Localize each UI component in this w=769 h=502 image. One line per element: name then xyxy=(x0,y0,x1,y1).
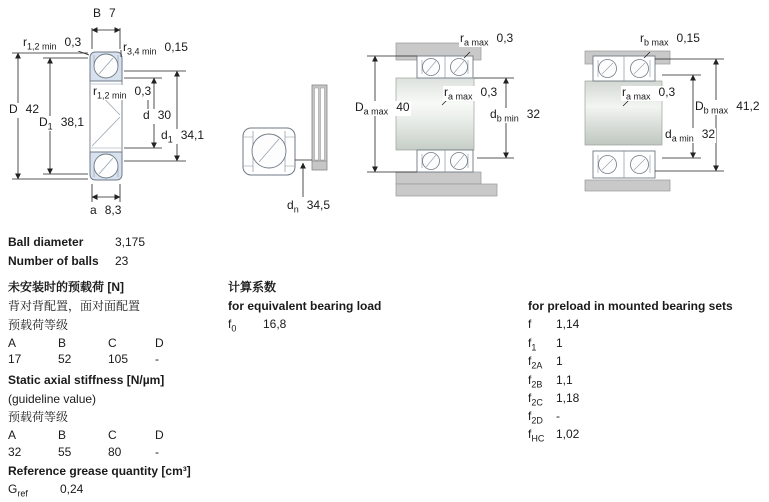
bearing-unit-top xyxy=(593,56,655,81)
dim-label-dn: $d_n$ 34,5 xyxy=(287,198,331,215)
bearing-unit-bottom xyxy=(417,150,473,172)
dim-label-d1: $d_1$ 34,1 xyxy=(161,128,205,145)
spacer-sleeve xyxy=(312,85,327,170)
preload-table-values: 17 52 105 - xyxy=(8,352,159,366)
factor-row-f0: $f_0$ 16,8 xyxy=(228,317,287,334)
dim-label-db-min: $d_{b min}$ 32 xyxy=(490,107,541,124)
dim-label-ra-max-inner-left: $r_{a max}$ 0,3 xyxy=(444,85,498,102)
dim-label-da-min: $d_{a min}$ 32 xyxy=(665,127,716,144)
factor-row-f1: $f_1$ 1 xyxy=(528,336,563,353)
number-of-balls-label: Number of balls xyxy=(8,254,99,268)
stiffness-table-values: 32 55 80 - xyxy=(8,445,159,459)
equivalent-load-heading: for equivalent bearing load xyxy=(228,299,382,313)
dim-label-B: B 7 xyxy=(92,7,117,22)
dim-label-D1: $D_1$ 38,1 xyxy=(39,115,85,132)
ball-diameter-value: 3,175 xyxy=(115,235,146,249)
number-of-balls-value: 23 xyxy=(115,254,129,268)
bearing-body xyxy=(243,128,295,175)
preload-arrangement-note: 背对背配置，面对面配置 xyxy=(8,299,141,313)
dim-label-ra-max-inner-right: $r_{a max}$ 0,3 xyxy=(622,85,676,102)
grease-row: $G_{ref}$ 0,24 xyxy=(8,482,84,499)
stiffness-guideline-note: (guideline value) xyxy=(8,392,97,406)
dim-label-Da-max: $D_{a max}$ 40 xyxy=(355,100,410,117)
stiffness-table-header: A B C D xyxy=(8,428,164,442)
bearing-unit-top xyxy=(417,56,473,78)
grease-heading: Reference grease quantity [cm³] xyxy=(8,464,191,478)
dim-label-Db-max: $D_{b max}$ 41,2 xyxy=(695,99,760,116)
dim-label-r12-min-top: $r_{1,2 min}$ 0,3 xyxy=(23,35,82,52)
dim-label-a: a 8,3 xyxy=(89,204,122,219)
dim-label-D: D 42 xyxy=(8,103,40,118)
preload-factors-heading: for preload in mounted bearing sets xyxy=(528,299,733,313)
dimension-lines xyxy=(295,160,312,197)
bearing-unit-bottom xyxy=(593,151,655,178)
preload-heading: 未安装时的预载荷 [N] xyxy=(8,280,124,294)
dim-label-r12-min-inner: $r_{1,2 min}$ 0,3 xyxy=(93,84,152,101)
bearing-body xyxy=(90,52,122,180)
dim-label-ra-max-top: $r_{a max}$ 0,3 xyxy=(460,31,514,48)
stiffness-heading: Static axial stiffness [N/µm] xyxy=(8,373,165,387)
factor-row-f: f 1,14 xyxy=(528,317,580,331)
stiffness-class-note: 预载荷等级 xyxy=(8,410,69,424)
factor-row-f2A: $f_{2A}$ 1 xyxy=(528,354,563,371)
preload-class-note: 预载荷等级 xyxy=(8,318,69,332)
calculation-factors-heading: 计算系数 xyxy=(228,280,277,294)
preload-table-header: A B C D xyxy=(8,336,164,350)
dim-label-rb-max: $r_{b max}$ 0,15 xyxy=(640,31,700,48)
factor-row-fHC: $f_{HC}$ 1,02 xyxy=(528,427,580,444)
dim-label-d: d 30 xyxy=(142,109,172,124)
factor-row-f2D: $f_{2D}$ - xyxy=(528,409,560,426)
factor-row-f2B: $f_{2B}$ 1,1 xyxy=(528,373,573,390)
dim-label-r34-min: $r_{3,4 min}$ 0,15 xyxy=(123,40,188,57)
factor-row-f2C: $f_{2C}$ 1,18 xyxy=(528,391,580,408)
ball-diameter-label: Ball diameter xyxy=(8,235,84,249)
